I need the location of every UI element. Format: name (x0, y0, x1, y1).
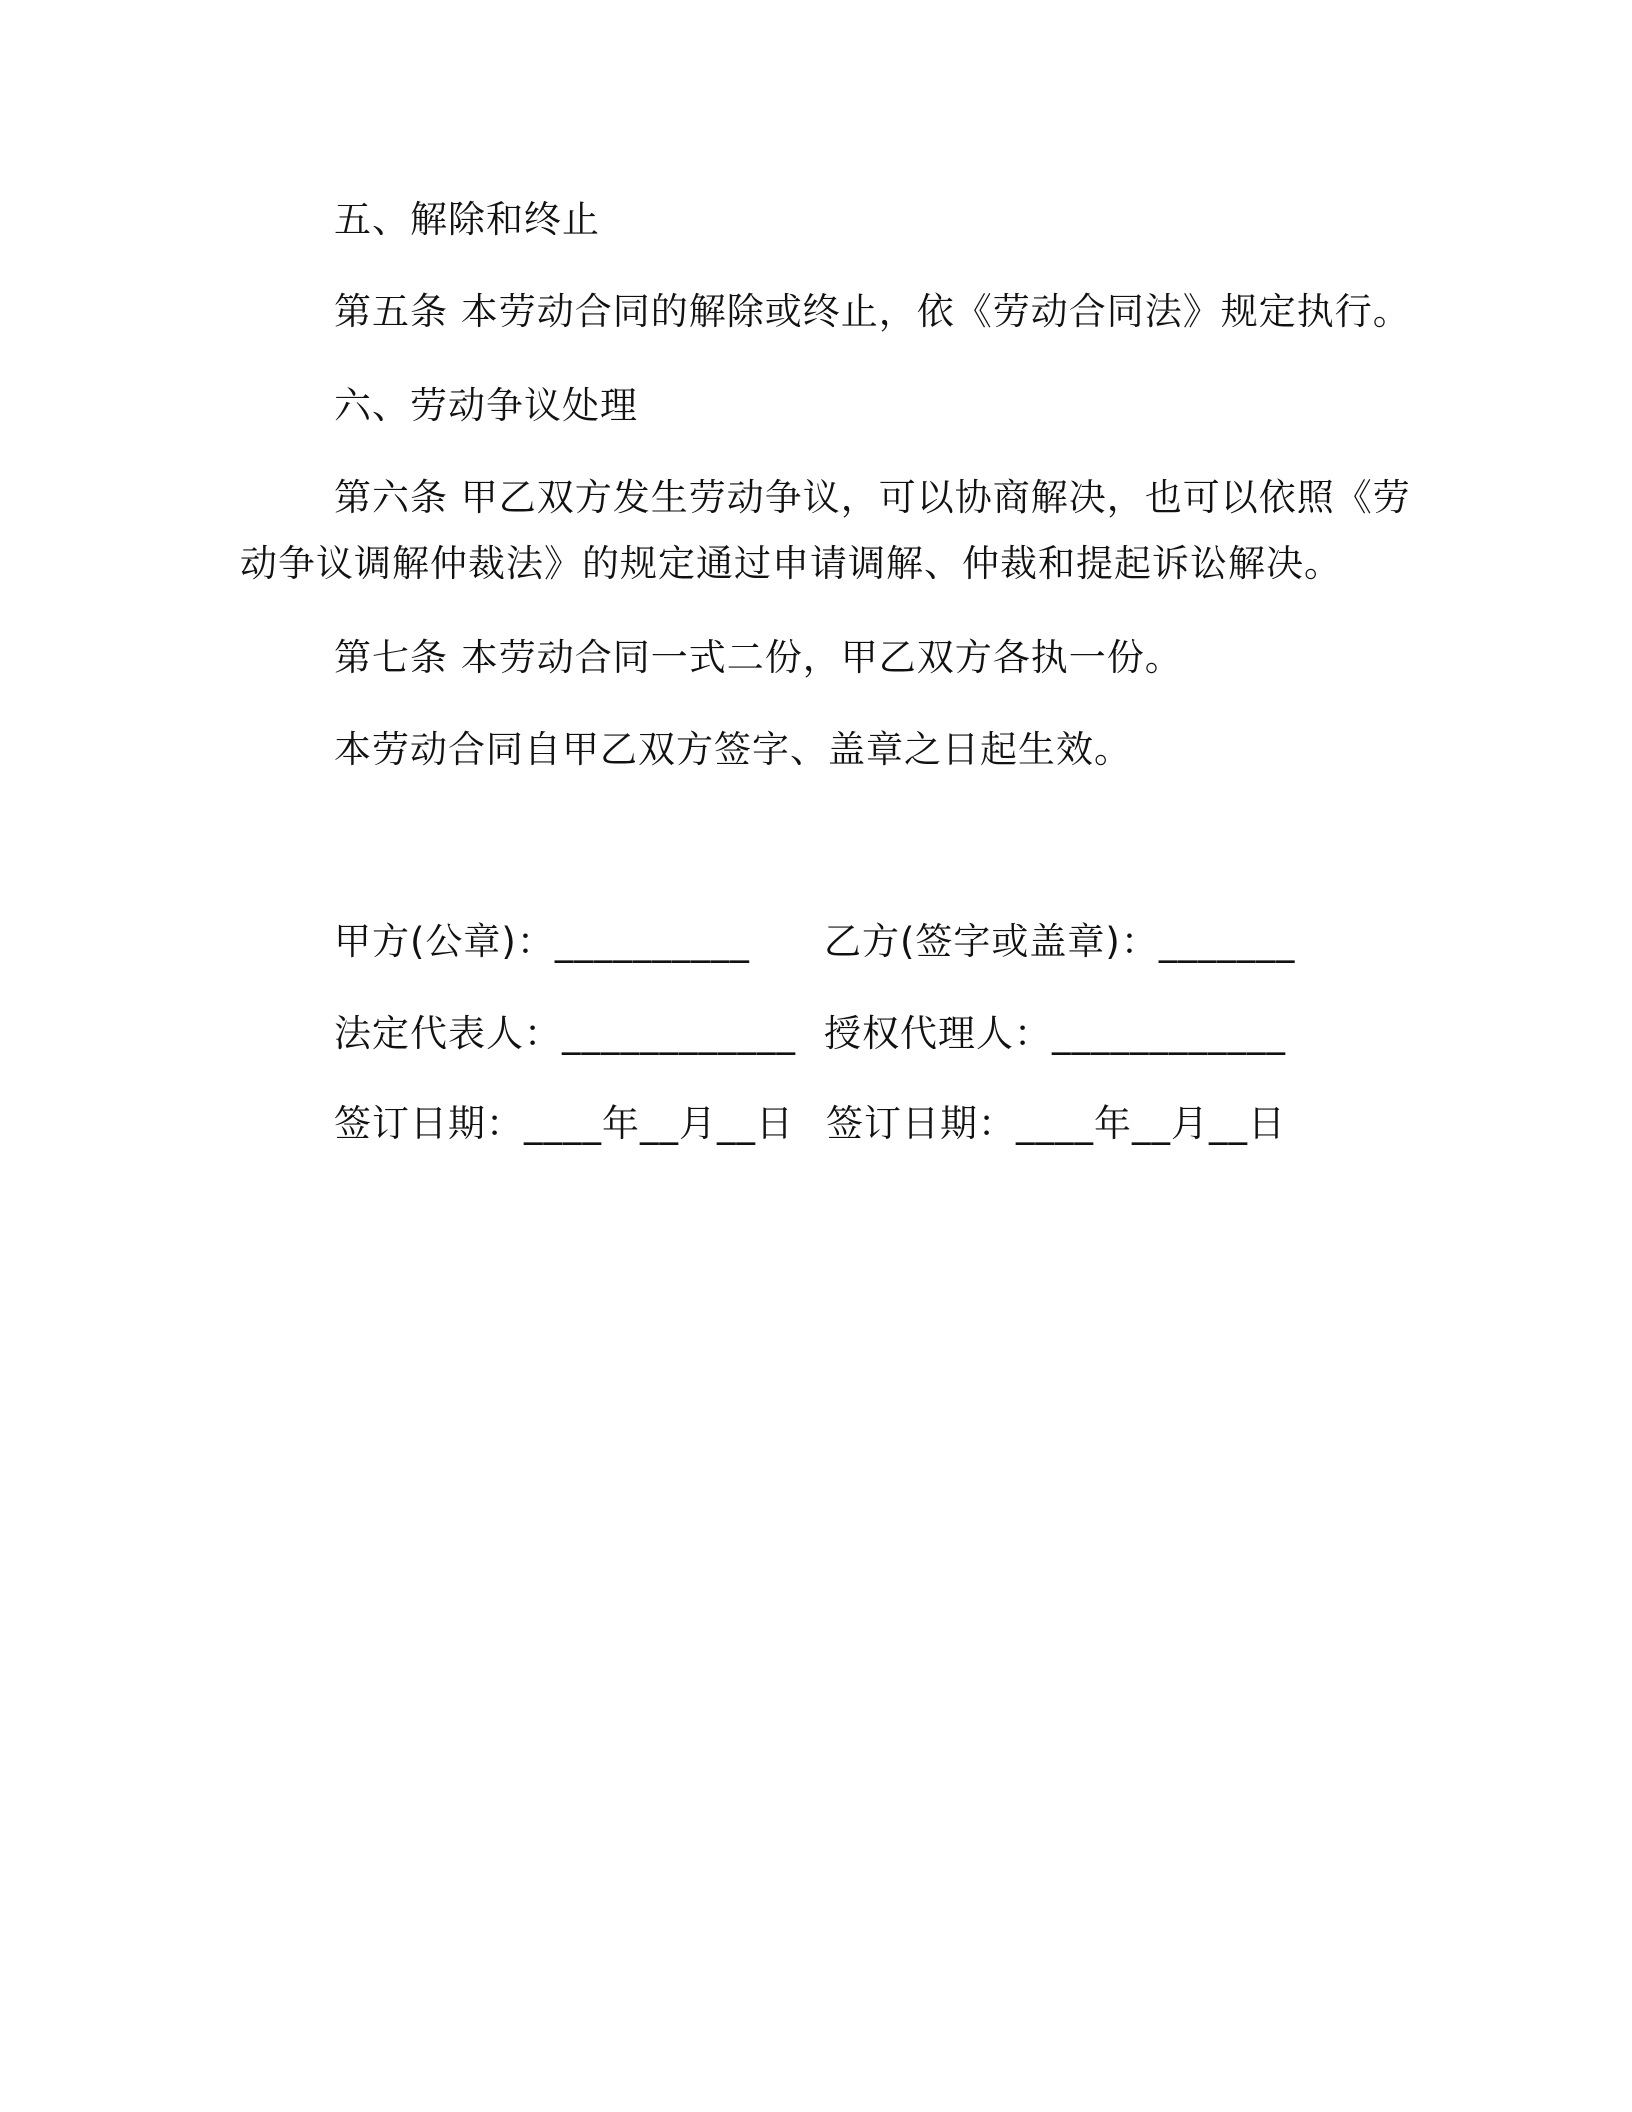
section-heading-dispute: 六、劳动争议处理 (334, 384, 638, 427)
authorized-agent-field: 授权代理人：____________ (824, 1012, 1286, 1055)
party-b-signature-field: 乙方(签字或盖章)：_______ (824, 920, 1296, 963)
article-6-text-line-1: 第六条 甲乙双方发生劳动争议，可以协商解决，也可以依照《劳 (334, 476, 1411, 519)
article-7-text: 第七条 本劳动合同一式二份，甲乙双方各执一份。 (334, 636, 1183, 679)
signing-date-left: 签订日期：____年__月__日 (334, 1102, 794, 1145)
article-6-text-line-2: 动争议调解仲裁法》的规定通过申请调解、仲裁和提起诉讼解决。 (240, 542, 1342, 585)
section-heading-termination: 五、解除和终止 (334, 198, 600, 241)
article-5-text: 第五条 本劳动合同的解除或终止，依《劳动合同法》规定执行。 (334, 290, 1411, 333)
effective-clause: 本劳动合同自甲乙双方签字、盖章之日起生效。 (334, 728, 1132, 771)
signing-date-right: 签订日期：____年__月__日 (826, 1102, 1286, 1145)
legal-representative-field: 法定代表人：____________ (334, 1012, 796, 1055)
party-a-seal-field: 甲方(公章)：__________ (334, 920, 750, 963)
